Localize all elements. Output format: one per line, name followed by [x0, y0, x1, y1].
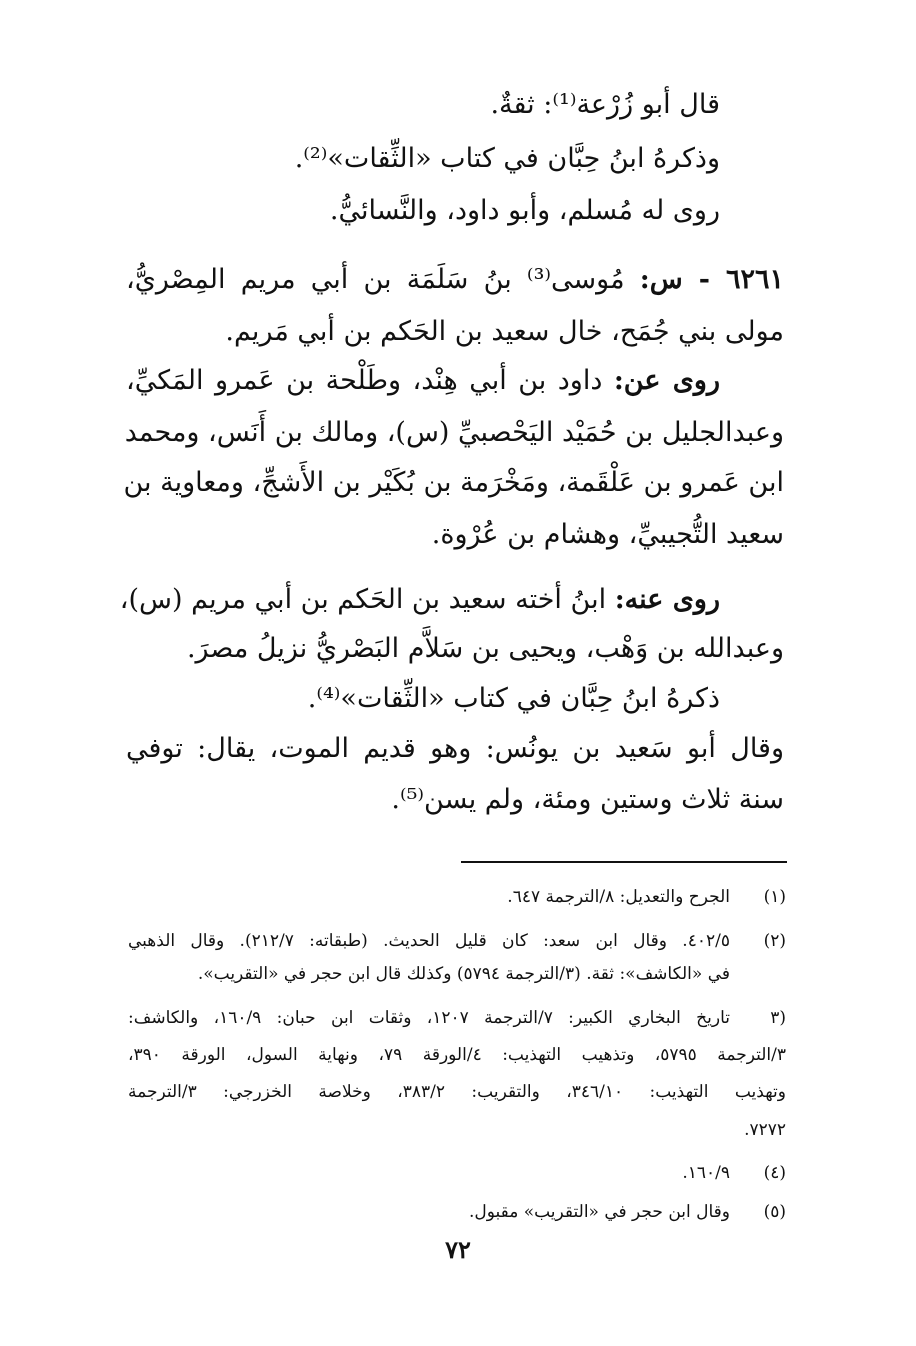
- text-line: ابن عَمرو بن عَلْقَمة، ومَخْرَمة بن بُكَيْر بن الأَشجِّ، ومعاوية بن: [123, 467, 784, 498]
- footnote-separator: [461, 861, 787, 863]
- entry-heading-line: [126, 262, 784, 298]
- footnote-marker: (٢): [763, 931, 786, 951]
- text-line: قال أبو زُرْعة⁽¹⁾: ثقةٌ.: [490, 89, 720, 120]
- text-line: وقال أبو سَعيد بن يونُس: وهو قديم الموت، يقال: توفي: [126, 733, 784, 764]
- footnote-text: ٧٢٧٢.: [744, 1120, 786, 1140]
- footnote-text: في «الكاشف»: ثقة. (٣/الترجمة ٥٧٩٤) وكذلك قال ابن حجر في «التقريب».: [197, 964, 730, 984]
- entry-name: مُوسى⁽³⁾ بنُ سَلَمَة بن أبي مريم المِصْريُّ،: [126, 264, 625, 295]
- footnote-text: تاريخ البخاري الكبير: ٧/الترجمة ١٢٠٧، وثقات ابن حبان: ١٦٠/٩، والكاشف:: [128, 1008, 730, 1028]
- narrated-from-label: روى عن:: [613, 365, 720, 396]
- text-line: وعبدالجليل بن حُمَيْد اليَحْصبيِّ (س)، ومالك بن أَنَس، ومحمد: [124, 417, 784, 448]
- footnote-text: ١٦٠/٩.: [682, 1163, 730, 1183]
- narrated-from-line: [126, 363, 720, 399]
- page-number: ٧٢: [445, 1235, 471, 1264]
- footnote-text: وتهذيب التهذيب: ٣٤٦/١٠، والتقريب: ٣٨٣/٢، وخلاصة الخزرجي: ٣/الترجمة: [128, 1082, 786, 1102]
- narrated-by-line: [119, 582, 720, 618]
- footnote-marker: (٣: [770, 1008, 786, 1028]
- narrated-by-text: ابنُ أخته سعيد بن الحَكم بن أبي مريم (س)،: [119, 584, 607, 615]
- entry-number: ٦٢٦١ - س:: [639, 264, 784, 295]
- text-line: سعيد التُّجيبيِّ، وهشام بن عُرْوة.: [431, 519, 784, 550]
- footnote-marker: (١): [763, 887, 786, 907]
- footnote-text: الجرح والتعديل: ٨/الترجمة ٦٤٧.: [507, 887, 730, 907]
- footnote-text: ٣/الترجمة ٥٧٩٥، وتذهيب التهذيب: ٤/الورقة ٧٩، ونهاية السول، الورقة ٣٩٠،: [128, 1045, 786, 1065]
- footnote-text: ٤٠٢/٥. وقال ابن سعد: كان قليل الحديث. (طبقاته: ٢١٢/٧). وقال الذهبي: [128, 931, 730, 951]
- text-line: مولى بني جُمَح، خال سعيد بن الحَكم بن أبي مَريم.: [225, 316, 784, 347]
- footnote-marker: (٤): [763, 1163, 786, 1183]
- text-line: سنة ثلاث وستين ومئة، ولم يسن⁽⁵⁾.: [391, 784, 784, 815]
- footnote-text: وقال ابن حجر في «التقريب» مقبول.: [468, 1202, 730, 1222]
- text-line: روى له مُسلم، وأبو داود، والنَّسائيُّ.: [329, 195, 720, 226]
- text-line: وعبدالله بن وَهْب، ويحيى بن سَلاَّم البَصْريُّ نزيلُ مصرَ.: [186, 633, 784, 664]
- narrated-by-label: روى عنه:: [614, 584, 720, 615]
- text-line: ذكرهُ ابنُ حِبَّان في كتاب «الثِّقات»⁽⁴⁾.: [307, 683, 720, 714]
- footnote-marker: (٥): [763, 1202, 786, 1222]
- text-line: وذكرهُ ابنُ حِبَّان في كتاب «الثِّقات»⁽²⁾.: [294, 143, 720, 174]
- narrated-from-text: داود بن أبي هِنْد، وطَلْحة بن عَمرو المَكيِّ،: [126, 365, 603, 396]
